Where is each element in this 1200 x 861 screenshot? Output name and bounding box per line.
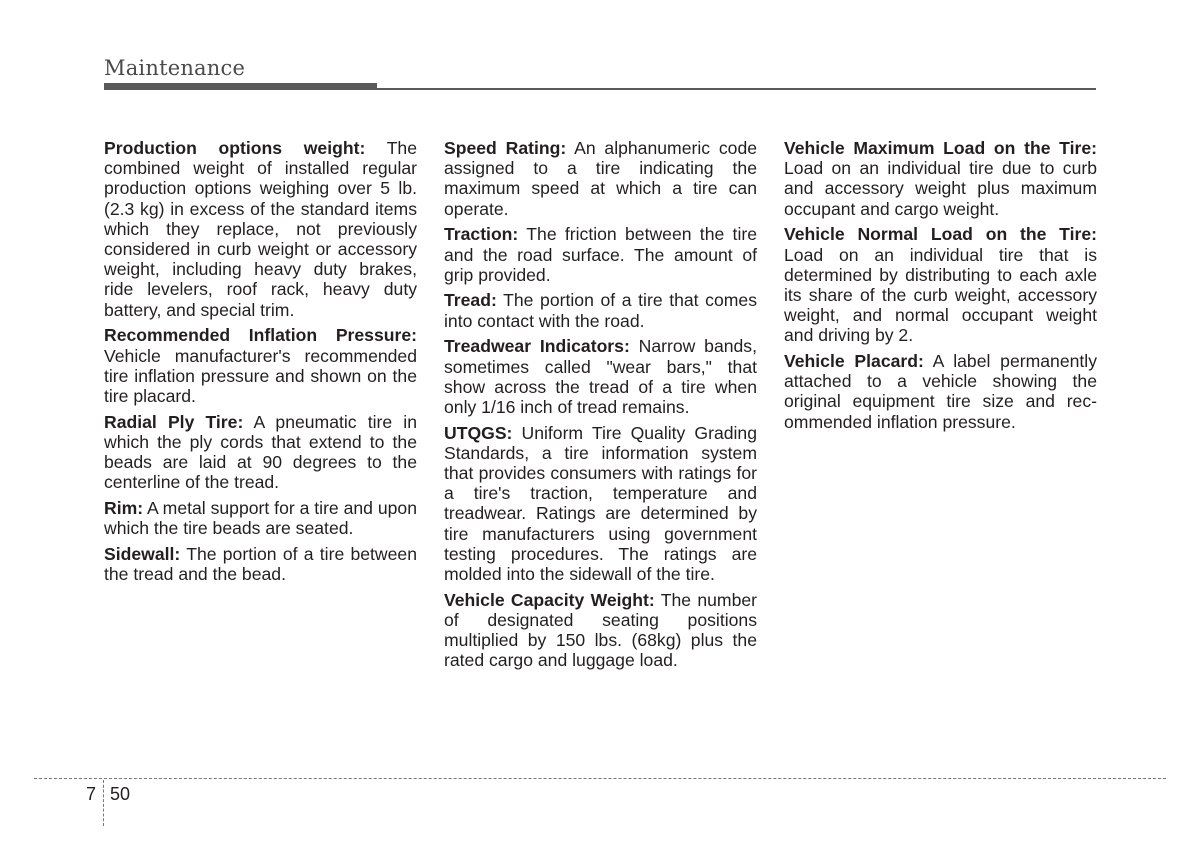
glossary-definition: A label permanently attached to a vehicle showing the original equipment tire size and recommended inflation pressure.	[784, 351, 1097, 432]
glossary-entry	[784, 351, 1097, 432]
glossary-entry	[104, 498, 417, 538]
glossary-term: UTQGS:	[444, 422, 513, 443]
page-number: 50	[110, 784, 131, 804]
page-number-divider	[103, 780, 104, 826]
glossary-term: Production options weight:	[104, 138, 366, 158]
glossary-definition: The combined weight of installed regular production options weighing over 5 lb.(2.3 kg) in excess of the standard items which they replace, not previously considered in curb weight or accessory weight, including heavy duty brakes, ride levelers, roof rack, heavy duty battery, and special trim.	[104, 138, 418, 320]
glossary-term: Vehicle Normal Load on the Tire:	[784, 224, 1097, 245]
glossary-term: Vehicle Capacity Weight:	[444, 589, 655, 610]
glossary-definition: The friction between the tire and the road surface. The amount of grip provided.	[444, 224, 757, 285]
section-header: Maintenance	[104, 56, 246, 80]
glossary-entry	[104, 544, 417, 584]
text-column-1	[104, 138, 417, 590]
text-column-2	[444, 138, 757, 676]
glossary-definition: Narrow bands, sometimes called "wear bars," that show across the tread of a tire when only 1/16 inch of tread remains.	[444, 336, 757, 417]
glossary-entry	[444, 336, 757, 417]
glossary-entry	[784, 138, 1097, 219]
glossary-definition: A metal support for a tire and upon which the tire beads are seated.	[104, 497, 417, 539]
glossary-term: Sidewall:	[104, 543, 181, 564]
glossary-entry	[444, 290, 757, 330]
glossary-term: Radial Ply Tire:	[104, 411, 244, 432]
glossary-entry	[104, 325, 417, 406]
glossary-definition: Vehicle manufacturer's recommended tire inflation pressure and shown on the tire placard.	[104, 345, 417, 406]
glossary-definition: Load on an individual tire due to curb and accessory weight plus maximum occupant and cargo weight.	[784, 158, 1097, 219]
chapter-number: 7	[86, 784, 97, 804]
glossary-definition: Load on an individual tire that is determined by distributing to each axle its share of the curb weight, accessory weight, and normal occupant weight and driving by 2.	[784, 244, 1097, 346]
glossary-entry	[444, 138, 757, 219]
glossary-definition: Uniform Tire Quality Grading Standards, a tire information system that provides consumers with ratings for a tire's traction, temperature and treadwear. Ratings are determined by tire manufacturers using government testing procedures. The ratings are molded into the sidewall of the tire.	[444, 422, 757, 585]
header-rule	[104, 88, 1096, 90]
glossary-term: Speed Rating:	[444, 138, 567, 158]
glossary-entry	[104, 412, 417, 493]
glossary-definition: The portion of a tire between the tread and the bead.	[104, 543, 417, 585]
glossary-entry	[784, 224, 1097, 345]
glossary-term: Recommended Inflation Pressure:	[104, 325, 417, 346]
glossary-entry	[104, 138, 417, 320]
glossary-definition: An alphanumeric code assigned to a tire indicating the maximum speed at which a tire can operate.	[444, 138, 758, 219]
glossary-term: Traction:	[444, 224, 519, 245]
glossary-entry	[444, 423, 757, 585]
glossary-definition: A pneumatic tire in which the ply cords that extend to the beads are laid at 90 degrees to the centerline of the tread.	[104, 411, 418, 493]
glossary-term: Vehicle Maximum Load on the Tire:	[784, 138, 1097, 158]
footer-rule	[34, 778, 1166, 779]
glossary-term: Tread:	[444, 290, 497, 311]
glossary-term: Treadwear Indicators:	[444, 336, 630, 357]
glossary-definition: The portion of a tire that comes into contact with the road.	[444, 290, 757, 331]
glossary-term: Rim:	[104, 497, 144, 518]
glossary-definition: The number of designated seating positions multiplied by 150 lbs. (68kg) plus the rated cargo and luggage load.	[444, 589, 757, 671]
glossary-entry	[444, 590, 757, 671]
text-column-3	[784, 138, 1097, 437]
glossary-term: Vehicle Placard:	[784, 351, 924, 372]
glossary-entry	[444, 224, 757, 285]
